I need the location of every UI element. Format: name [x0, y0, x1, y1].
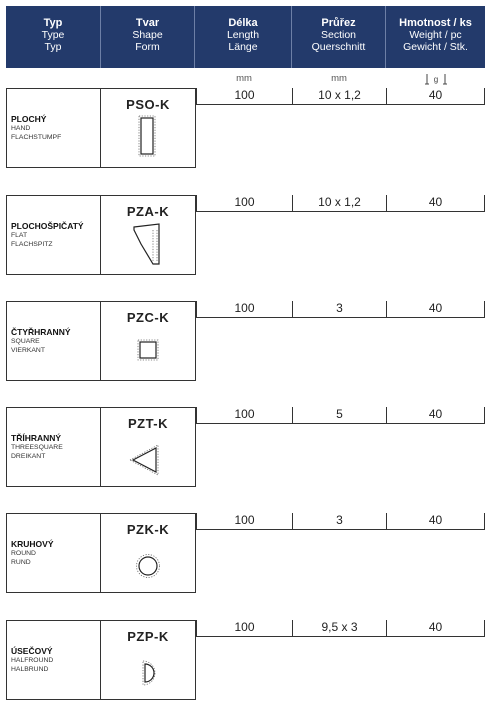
header-type-de: Typ — [44, 41, 62, 53]
header-type — [6, 6, 101, 68]
weight-value: 40 — [386, 88, 485, 104]
product-code: PZC-K — [126, 310, 170, 325]
header-weight — [386, 6, 485, 68]
header-shape-de: Form — [135, 41, 160, 53]
table-row — [6, 513, 485, 593]
table-row — [6, 88, 485, 168]
header-length-cs: Délka — [228, 17, 258, 29]
type-name: PLOCHOŠPIČATÝ — [11, 221, 84, 231]
type-name-de: RUND — [11, 559, 31, 566]
shape-cell — [101, 407, 196, 487]
length-value: 100 — [196, 620, 292, 636]
header-section-de: Querschnitt — [311, 41, 366, 53]
section-value: 10 x 1,2 — [292, 88, 386, 104]
flat-file-profile-icon — [101, 222, 196, 272]
type-cell — [6, 301, 101, 381]
product-code: PZA-K — [126, 204, 170, 219]
header-section-en: Section — [320, 29, 357, 41]
type-name-de: HALBRUND — [11, 666, 49, 673]
product-code: PZP-K — [127, 629, 169, 644]
triangle-file-profile-icon — [101, 434, 196, 484]
hand-file-profile-icon — [101, 115, 196, 165]
values-row — [196, 195, 485, 212]
table-row — [6, 195, 485, 275]
type-name: KRUHOVÝ — [11, 539, 54, 549]
header-weight-de: Gewicht / Stk. — [403, 41, 468, 53]
header-length — [195, 6, 292, 68]
values-row — [196, 620, 485, 637]
units-row — [6, 73, 485, 85]
values-row — [196, 513, 485, 530]
type-cell — [6, 513, 101, 593]
section-value: 3 — [292, 301, 386, 317]
square-file-profile-icon — [101, 328, 196, 378]
length-value: 100 — [196, 88, 292, 104]
type-name: ČTYŘHRANNÝ — [11, 327, 71, 337]
type-name-en: THREESQUARE — [11, 444, 63, 451]
header-shape-cs: Tvar — [135, 17, 160, 29]
shape-cell — [101, 513, 196, 593]
header-section — [292, 6, 386, 68]
header-length-de: Länge — [228, 41, 258, 53]
section-value: 5 — [292, 407, 386, 423]
weight-value: 40 — [386, 195, 485, 211]
table-row — [6, 301, 485, 381]
type-name-de: FLACHSPITZ — [11, 241, 53, 248]
type-name-en: FLAT — [11, 232, 28, 239]
weight-value: 40 — [386, 513, 485, 529]
product-code: PSO-K — [126, 97, 170, 112]
shape-cell — [101, 301, 196, 381]
length-value: 100 — [196, 301, 292, 317]
values-row — [196, 407, 485, 424]
weight-icon — [425, 73, 447, 85]
shape-cell — [101, 88, 196, 168]
unit-section: mm — [331, 73, 347, 84]
length-value: 100 — [196, 513, 292, 529]
unit-length: mm — [236, 73, 252, 84]
table-row — [6, 407, 485, 487]
header-shape — [101, 6, 195, 68]
section-value: 3 — [292, 513, 386, 529]
header-type-en: Type — [41, 29, 65, 41]
type-name-de: FLACHSTUMPF — [11, 134, 62, 141]
header-type-cs: Typ — [43, 17, 63, 29]
type-name-de: VIERKANT — [11, 347, 45, 354]
product-code: PZT-K — [127, 416, 169, 431]
type-cell — [6, 195, 101, 275]
type-name-en: HALFROUND — [11, 657, 54, 664]
header-length-en: Length — [226, 29, 260, 41]
shape-cell — [101, 620, 196, 700]
table-row — [6, 620, 485, 700]
header-weight-en: Weight / pc — [409, 29, 462, 41]
type-name: PLOCHÝ — [11, 114, 47, 124]
type-cell — [6, 620, 101, 700]
type-name-en: ROUND — [11, 550, 36, 557]
type-name: TŘÍHRANNÝ — [11, 433, 62, 443]
weight-value: 40 — [386, 620, 485, 636]
section-value: 10 x 1,2 — [292, 195, 386, 211]
weight-value: 40 — [386, 407, 485, 423]
shape-cell — [101, 195, 196, 275]
weight-value: 40 — [386, 301, 485, 317]
section-value: 9,5 x 3 — [292, 620, 386, 636]
unit-weight — [386, 73, 485, 88]
type-name-de: DREIKANT — [11, 453, 46, 460]
header-weight-cs: Hmotnost / ks — [399, 17, 472, 29]
type-cell — [6, 88, 101, 168]
length-value: 100 — [196, 195, 292, 211]
values-row — [196, 301, 485, 318]
type-cell — [6, 407, 101, 487]
type-name: ÚSEČOVÝ — [11, 646, 53, 656]
length-value: 100 — [196, 407, 292, 423]
type-name-en: SQUARE — [11, 338, 40, 345]
product-code: PZK-K — [126, 522, 170, 537]
values-row — [196, 88, 485, 105]
halfround-file-profile-icon — [101, 647, 196, 697]
type-name-en: HAND — [11, 125, 31, 132]
header-section-cs: Průřez — [321, 17, 356, 29]
svg-text:g: g — [433, 75, 438, 84]
table-header — [6, 6, 485, 68]
header-shape-en: Shape — [132, 29, 163, 41]
round-file-profile-icon — [101, 540, 196, 590]
